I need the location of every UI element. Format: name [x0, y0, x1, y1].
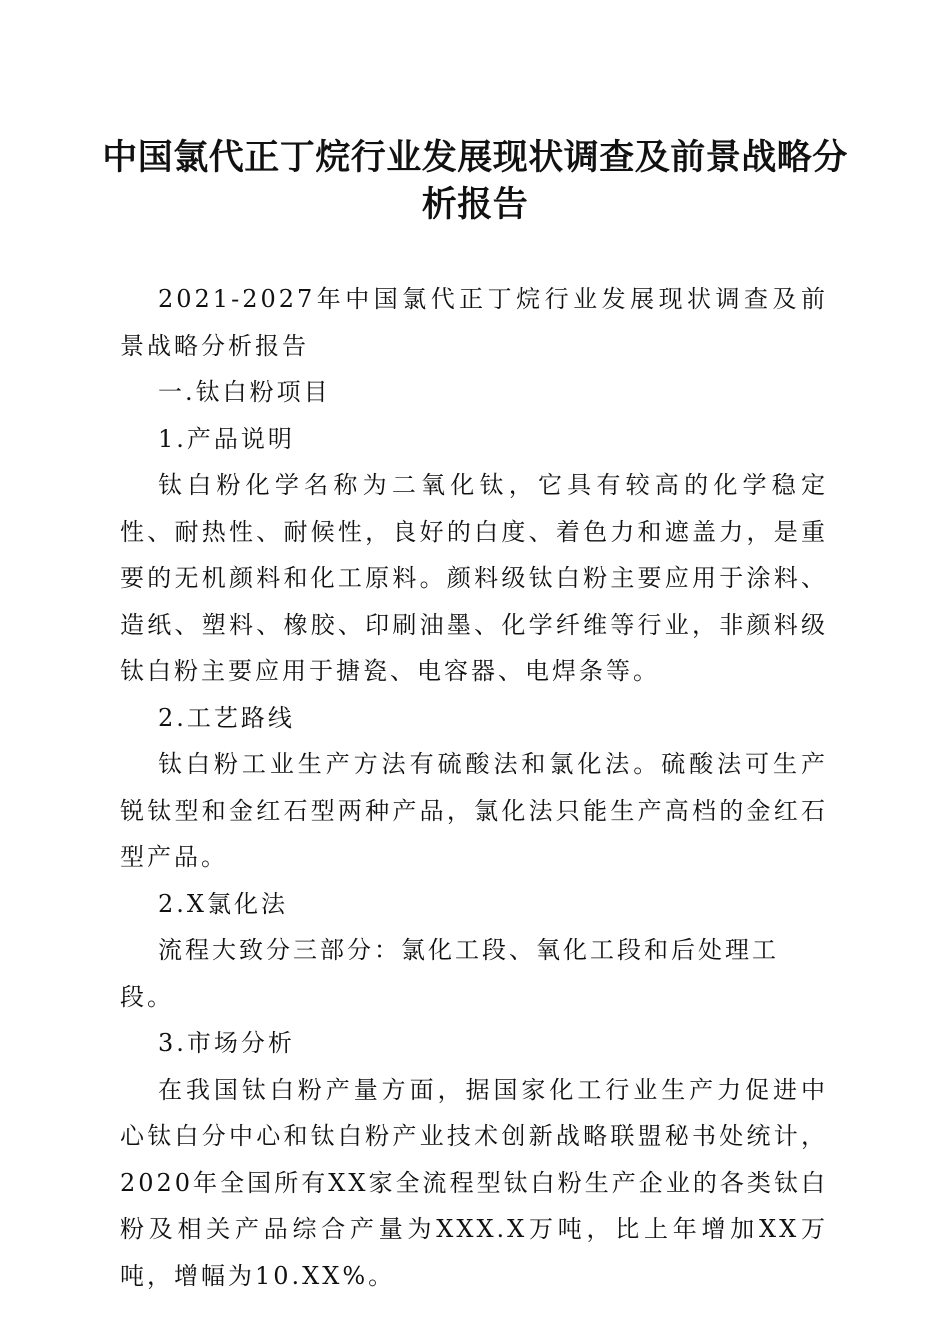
subheading-market-analysis: 3.市场分析 [158, 1029, 295, 1057]
report-name-paragraph: 2021-2027年中国氯代正丁烷行业发展现状调查及前景战略分析报告 [120, 285, 828, 360]
paragraph-process-route: 钛白粉工业生产方法有硫酸法和氯化法。硫酸法可生产锐钛型和金红石型两种产品，氯化法只能生产高档的金红石型产品。 [120, 750, 828, 871]
subheading-process-route: 2.工艺路线 [158, 703, 295, 732]
subheading-chlorination-method: 2.X氯化法 [158, 889, 288, 918]
document-title: 中国氯代正丁烷行业发展现状调查及前景战略分析报告 [102, 137, 848, 225]
paragraph-chlorination-process: 流程大致分三部分：氯化工段、氧化工段和后处理工段。 [120, 936, 779, 1011]
document-body [120, 276, 828, 1299]
section-heading-titanium-project: 一.钛白粉项目 [158, 378, 331, 406]
paragraph-market-analysis: 在我国钛白粉产量方面，据国家化工行业生产力促进中心钛白分中心和钛白粉产业技术创新战略联盟秘书处统计，2020年全国所有XX家全流程型钛白粉生产企业的各类钛白粉及相关产品综合产量为XXX.X万吨，比上年增加XX万吨，增幅为10.XX%。 [120, 1075, 828, 1290]
paragraph-product-description: 钛白粉化学名称为二氧化钛，它具有较高的化学稳定性、耐热性、耐候性，良好的白度、着色力和遮盖力，是重要的无机颜料和化工原料。颜料级钛白粉主要应用于涂料、造纸、塑料、橡胶、印刷油墨、化学纤维等行业，非颜料级钛白粉主要应用于搪瓷、电容器、电焊条等。 [120, 471, 828, 685]
subheading-product-description: 1.产品说明 [158, 424, 295, 453]
